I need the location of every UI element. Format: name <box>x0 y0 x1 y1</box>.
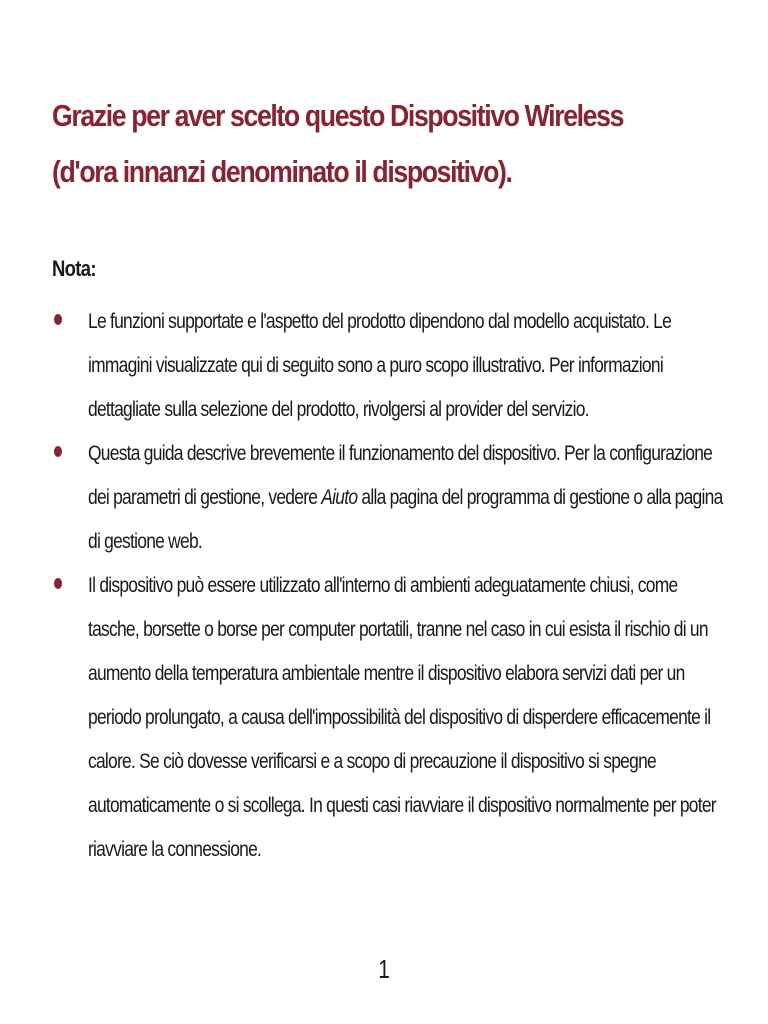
help-reference-italic: Aiuto <box>321 486 358 509</box>
note-label: Nota: <box>52 256 96 281</box>
bullet-text-2-before: Questa guida descrive brevemente il funzionamento del dispositivo. Per la configurazione dei parametri di gestione, vedere <box>88 442 713 509</box>
bullet-item-3 <box>52 564 732 872</box>
bullet-text-2-after: alla pagina del programma di gestione o alla pagina di gestione web. <box>88 486 723 553</box>
page-title: Grazie per aver scelto questo Dispositivo Wireless (d'ora innanzi denominato il dispositivo). <box>52 98 624 189</box>
bullet-item-1 <box>52 300 732 432</box>
bullet-text-1: Le funzioni supportate e l'aspetto del prodotto dipendono dal modello acquistato. Le immagini visualizzate qui di seguito sono a puro scopo illustrativo. Per informazioni dettagliate sulla selezione del prodotto, rivolgersi al provider del servizio. <box>88 310 672 421</box>
page-number: 1 <box>378 954 390 984</box>
bullet-dot-icon <box>54 578 62 589</box>
bullet-text-3: Il dispositivo può essere utilizzato all'interno di ambienti adeguatamente chiusi, come tasche, borsette o borse per computer portatili, tranne nel caso in cui esista il rischio di un aumento della temperatura ambientale mentre il dispositivo elabora servizi dati per un periodo prolungato, a causa dell'impossibilità del dispositivo di disperdere efficacemente il calore. Se ciò dovesse verificarsi e a scopo di precauzione il dispositivo si spegne automaticamente o si scollega. In questi casi riavviare il dispositivo normalmente per poter riavviare la connessione. <box>88 574 716 861</box>
bullet-item-2 <box>52 432 732 564</box>
note-bullet-list <box>52 300 732 872</box>
bullet-text-2 <box>88 432 727 564</box>
bullet-dot-icon <box>54 314 62 325</box>
bullet-dot-icon <box>54 446 62 457</box>
